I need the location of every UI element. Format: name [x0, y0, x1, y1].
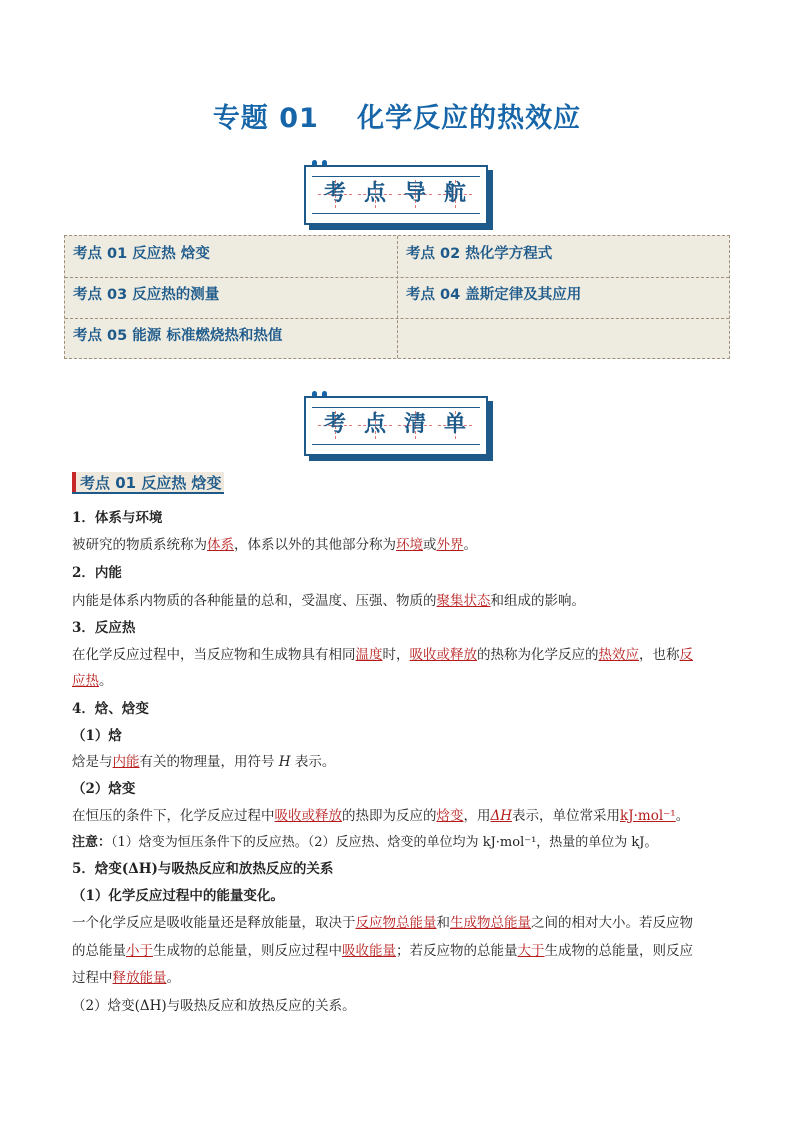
- paragraph-5a-line3: 过程中释放能量。: [72, 970, 180, 986]
- banner-char: 航: [438, 180, 472, 208]
- paragraph-2: 内能是体系内物质的各种能量的总和，受温度、压强、物质的聚集状态和组成的影响。: [72, 593, 585, 609]
- banner-char: 考: [318, 180, 352, 208]
- banner-kaodian-daohang: [304, 165, 490, 227]
- banner-char: 清: [398, 411, 432, 439]
- paragraph-4a: 焓是与内能有关的物理量，用符号 H 表示。: [72, 754, 336, 770]
- topic-04[interactable]: 考点 04 盖斯定律及其应用: [406, 287, 582, 303]
- paragraph-3-cont: 应热。: [72, 673, 113, 689]
- page-title: 专题 01 化学反应的热效应: [212, 103, 582, 134]
- topic-02[interactable]: 考点 02 热化学方程式: [406, 246, 553, 262]
- section-heading: 考点 01 反应热 焓变: [72, 472, 224, 494]
- paragraph-3: 在化学反应过程中，当反应物和生成物具有相同温度时，吸收或释放的热称为化学反应的热效应，也称反: [72, 647, 693, 663]
- paragraph-5a-line2: 的总能量小于生成物的总能量，则反应过程中吸收能量；若反应物的总能量大于生成物的总能量，则反应: [72, 943, 693, 959]
- red-marker-icon: [72, 472, 76, 492]
- heading-1: 1．体系与环境: [72, 510, 163, 526]
- heading-4: 4．焓、焓变: [72, 701, 149, 717]
- paragraph-4b: 在恒压的条件下，化学反应过程中吸收或释放的热即为反应的焓变，用ΔH表示，单位常采用kJ·mol⁻¹。: [72, 808, 690, 824]
- banner-char: 点: [358, 180, 392, 208]
- heading-4a: （1）焓: [72, 728, 122, 744]
- heading-2: 2．内能: [72, 565, 122, 581]
- topic-05[interactable]: 考点 05 能源 标准燃烧热和热值: [73, 328, 283, 344]
- heading-3: 3．反应热: [72, 620, 136, 636]
- paragraph-1: 被研究的物质系统称为体系，体系以外的其他部分称为环境或外界。: [72, 537, 477, 553]
- banner-char: 单: [438, 411, 472, 439]
- paragraph-5a: 一个化学反应是吸收能量还是释放能量，取决于反应物总能量和生成物总能量之间的相对大小。若反应物: [72, 915, 693, 931]
- topic-03[interactable]: 考点 03 反应热的测量: [73, 287, 220, 303]
- banner-kaodian-qingdan: [304, 396, 490, 458]
- heading-5a: （1）化学反应过程中的能量变化。: [72, 888, 284, 904]
- heading-4b: （2）焓变: [72, 781, 136, 797]
- paragraph-5b: （2）焓变(ΔH)与吸热反应和放热反应的关系。: [72, 998, 356, 1014]
- banner-char: 导: [398, 180, 432, 208]
- heading-5: 5．焓变(ΔH)与吸热反应和放热反应的关系: [72, 861, 334, 877]
- banner-char: 点: [358, 411, 392, 439]
- topic-navigation-table: [64, 235, 730, 359]
- note: 注意：（1）焓变为恒压条件下的反应热。（2）反应热、焓变的单位均为 kJ·mol⁻¹，热量的单位为 kJ。: [72, 835, 658, 850]
- topic-01[interactable]: 考点 01 反应热 焓变: [73, 246, 210, 262]
- banner-char: 考: [318, 411, 352, 439]
